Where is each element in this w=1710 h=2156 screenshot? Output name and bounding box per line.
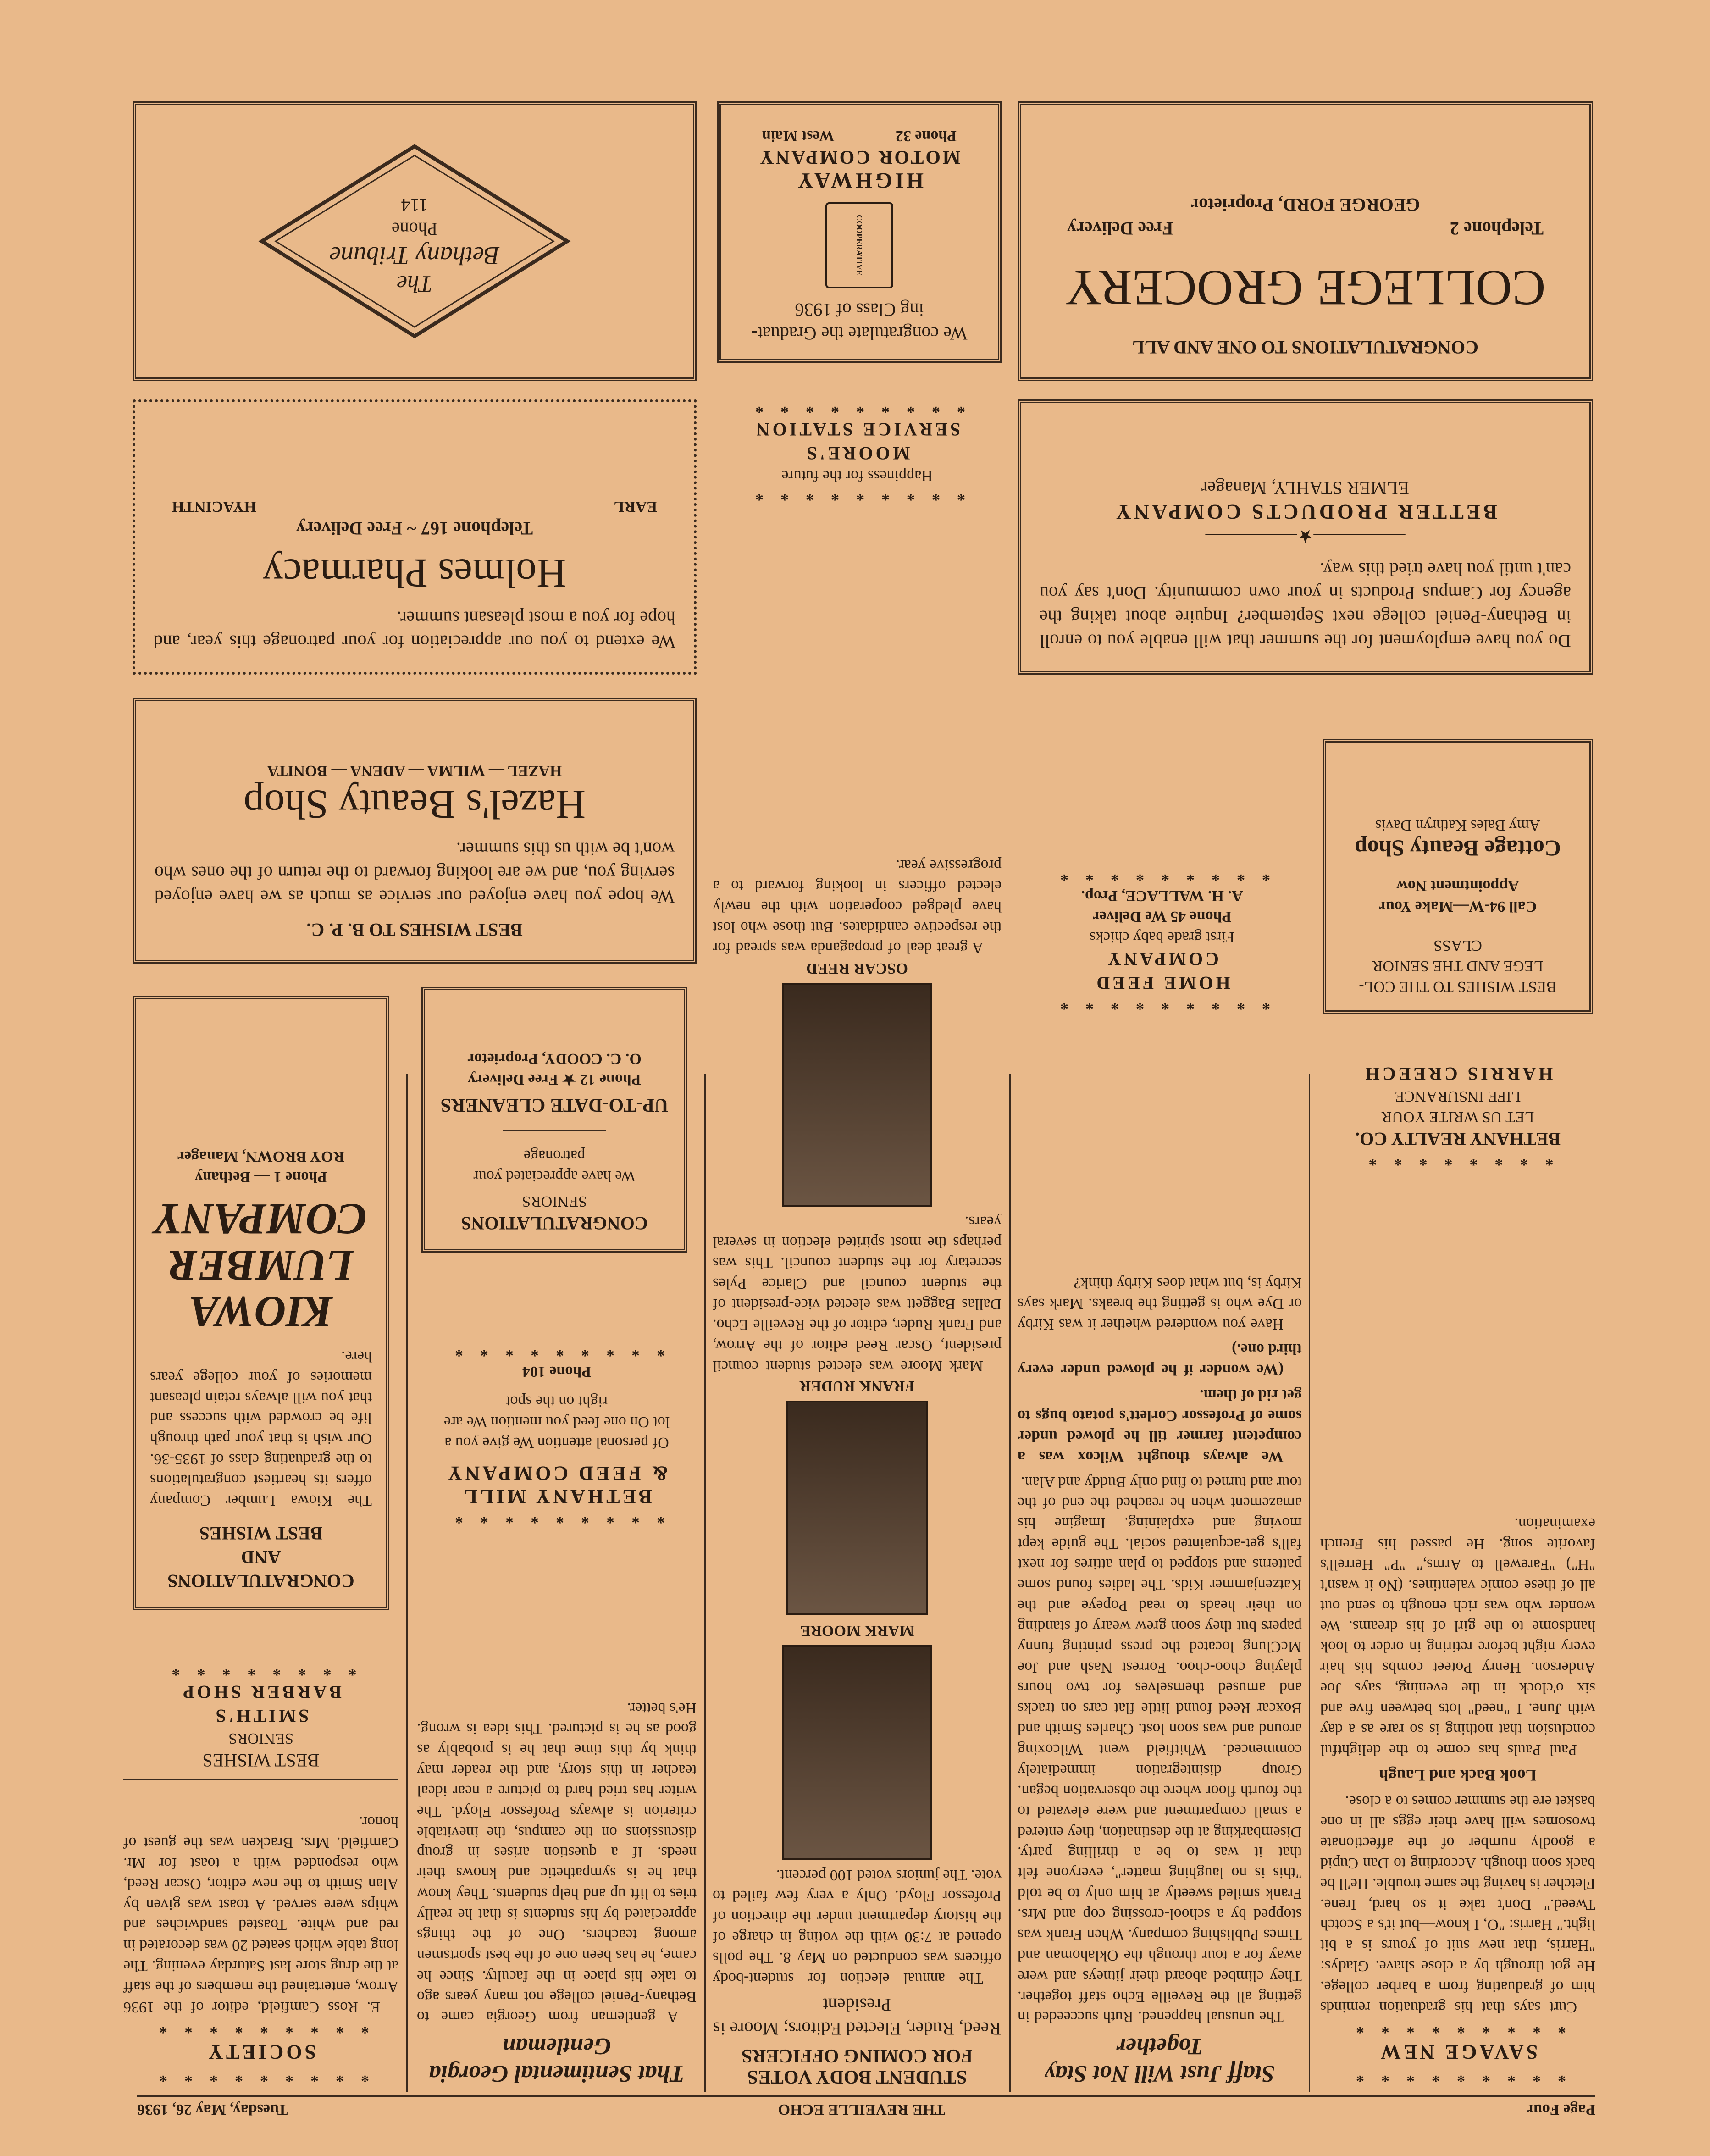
holmes-pharmacy-ad — [133, 399, 697, 675]
grocery-proprietor: GEORGE FORD, Proprietor — [1190, 194, 1420, 215]
column-rule — [1309, 1074, 1310, 2092]
hazels-head: BEST WISHES TO B. P. C. — [306, 920, 523, 940]
moores-ad — [713, 377, 1002, 505]
cleaners-line: SENIORS — [522, 1193, 587, 1210]
smiths-name: SMITH'S — [213, 1706, 309, 1727]
votes-headline-2: FOR COMING OFFICERS — [742, 2045, 973, 2066]
georgia-body: A gentleman from Georgia came to Bethany-Peniel college not many years ago to take his place in the faculty. Since he came, he has been one of the best sportsmen among teachers. One of the things appreciated by his students is that he really tries to lift up and help students. They know that he is sympathetic and knows their needs. If a question arises in group discussions on the campus, the inevitable criterion is always Professor Floyd. The writer has tried hard to picture a near ideal teacher in this story, and the reader may think by this time that he is probably as good as he is pictured. This idea is wrong. He's better. — [417, 1700, 697, 2026]
college-grocery-ad — [1018, 101, 1593, 381]
holmes-phone: Telephone 167 — [421, 518, 533, 539]
bethany-mill-ad — [417, 1271, 697, 1528]
cottage-name: Cottage Beauty Shop — [1354, 835, 1561, 861]
grocery-delivery: Free Delivery — [1067, 218, 1173, 239]
kiowa-head: AND — [241, 1547, 281, 1568]
better-products-name: BETTER PRODUCTS COMPANY — [1113, 500, 1498, 524]
cleaners-line: patronage — [523, 1147, 586, 1164]
bethany-mill-phone: Phone 104 — [522, 1363, 592, 1380]
grocery-phone: Telephone 2 — [1450, 218, 1544, 239]
kiowa-head: CONGRATULATIONS — [167, 1571, 354, 1591]
column-rule — [406, 1074, 408, 2092]
votes-headline-1: STUDENT BODY VOTES — [747, 2066, 967, 2087]
cleaners-proprietor: O. C. COODY, Proprietor — [467, 1050, 642, 1068]
society-stars: * * * * * * * * * — [153, 2019, 369, 2038]
cleaners-divider — [503, 1130, 606, 1131]
home-feed-phone: Phone 45 — [1170, 908, 1232, 926]
kiowa-lumber-ad: CONGRATULATIONS AND BEST WISHES The Kiowa Lumber Company offers its heartiest congratulations to the graduating class of 1935-36. Our wish is that your path through life be crowded with success and that you will always retain pleasant memories of your college years here. KIOWA LUMBER COMPANY Phone 1 — Bethany ROY BROWN, Manager — [133, 996, 389, 1610]
harris-creech-ad — [1320, 1064, 1595, 1170]
bethany-realty-name: BETHANY REALTY CO. — [1355, 1129, 1561, 1149]
cleaners-ad: CONGRATULATIONS SENIORS We have appreciated your patronage UP-TO-DATE CLEANERS Phone 12 ★ Free Delivery O. C. COODY, Proprietor — [421, 987, 687, 1253]
bethany-tribune-ad — [133, 101, 697, 381]
savage-news-body: Curt says that his graduation reminds him of graduating from a barber college. He got through by a close shave. Gladys: "Harris, that new suit of yours is a bit light." Harris: "O, I know—but it's a Scotch Tweed." Don't take it so hard, Irene. Fletcher is having the same trouble. He'll be back soon though. According to Dan Cupid a goodly number of the affectionate twosomes will have their eggs all in one basket ere the summer comes to a close. — [1320, 1793, 1595, 2016]
bethany-mill-rhyme: Of personal attention We give you a lot On one feed you mention We are right on the spot — [443, 1393, 670, 1451]
tribune-the: The — [397, 271, 432, 297]
paper-name: THE REVEILLE ECHO — [778, 2101, 946, 2118]
staff-body: The unusual happened. Ruth succeeded in getting all the Reveille Echo staff together. They climbed aboard their jitneys and were away for a tour through the Oklahoman and Times Publishing company. When Frank was stopped by a school-crossing cop and Mrs. Frank smiled sweetly at him only to be told "this is no laughing matter", everyone felt that it was to be a thrilling party. Disembarking at the destination, they entered a small compartment and were elevated to the fourth floor where the observation began. Group disintegration immediately commenced. Whitfield went Wilcoxing around and was soon lost. Charles Smith and Boxcar Reed found little flat cars on tracks and amused themselves for two hours playing choo-choo. Forrest Nash and Joe McClung located the press printing funny papers but they soon grew weary of standing on their heads to read Popeye and the Katzenjammer Kids. The ladies found some patterns and stopped to plan attires for next fall's get-acquainted social. The guide kept moving and explaining. Imagine his amazement when he reached the end of the tour and turned to find only Buddy and Alan. — [1018, 1473, 1302, 2026]
home-feed-prop: A. H. WALLACE, Prop. — [1081, 887, 1243, 905]
harris-creech-name: HARRIS CREECH — [1362, 1064, 1553, 1085]
smiths-rule — [123, 1779, 398, 1780]
highway-motor-ad — [717, 101, 1002, 363]
column-rule — [1009, 1074, 1011, 2092]
smiths-stars: * * * * * * * * — [165, 1661, 357, 1680]
column-rule — [704, 1074, 706, 2092]
tribune-phone-label: Phone — [392, 219, 437, 239]
home-feed-line: First grade baby chicks — [1089, 929, 1235, 946]
savage-stars: * * * * * * * * * — [1350, 2067, 1566, 2086]
better-products-ad: Do you have employment for the summer that will enable you to enroll in Bethany-Peniel college next September? Inquire about taking the agency for Campus Products in your own community. Don't say you can't until you have tried this way. —————★————— BETTER PRODUCTS COMPANY ELMER STAHLY, Manager — [1018, 399, 1593, 675]
cottage-appointment: Appointment Now — [1396, 877, 1519, 895]
holmes-body: We extend to you our appreciation for your patronage this year, and hope for you a most pleasant summer. — [154, 608, 675, 652]
photo-caption: MARK MOORE — [800, 1622, 914, 1640]
kiowa-body: The Kiowa Lumber Company offers its heartiest congratulations to the graduating class of 1935-36. Our wish is that your path through life be crowded with success and that you will always retain pleasant memories of your college years here. — [150, 1347, 372, 1509]
highway-name-2: MOTOR COMPANY — [758, 146, 961, 167]
staff-bold-note: We always thought Wilcox was a competent farmer till he plowed under some of Professor Corlett's potato bugs to get rid of them. — [1018, 1386, 1302, 1465]
highway-address: West Main — [762, 127, 835, 144]
mill-stars: * * * * * * * * * — [448, 1509, 665, 1527]
georgia-article — [417, 1537, 697, 2087]
harris-line: LIFE INSURANCE — [1395, 1088, 1521, 1105]
hazels-staff: HAZEL — WILMA — ADENA — BONITA — [267, 762, 562, 779]
masthead-rule — [137, 2095, 1595, 2097]
harris-stars: * * * * * * * * — [1362, 1151, 1554, 1169]
better-products-manager: ELMER STAHLY, Manager — [1201, 478, 1410, 499]
moores-name: MOORE'S — [804, 443, 910, 464]
holmes-delivery: Free Delivery — [296, 518, 403, 539]
cleaners-line: We have appreciated your — [473, 1168, 636, 1185]
oscar-reed-photo — [782, 983, 932, 1207]
better-products-body: Do you have employment for the summer that will enable you to enroll in Bethany-Peniel college next September? Inquire about taking the agency for Campus Products in your own community. Don't say you can't until you have tried this way. — [1040, 559, 1571, 651]
smiths-barber-ad — [123, 1642, 398, 1780]
home-feed-ad — [1018, 863, 1306, 1014]
moores-line: Happiness for the future — [781, 467, 933, 484]
savage-subhead: Look Back and Laugh — [1379, 1766, 1537, 1785]
highway-line: ing Class of 1936 — [795, 299, 924, 320]
staff-body-2: Have you wondered whether it was Kirby or Dye who is getting the breaks. Mark says Kirby is, but what does Kirby think? — [1018, 1274, 1302, 1333]
harris-line: LET US WRITE YOUR — [1381, 1108, 1534, 1125]
bethany-mill-name-2: & FEED COMPANY — [445, 1462, 669, 1485]
grocery-top: CONGRATULATIONS TO ONE AND ALL — [1132, 337, 1478, 358]
savage-news-column — [1320, 1078, 1595, 2087]
home-feed-stars: * * * * * * * * * — [1054, 995, 1270, 1014]
votes-body-1: The annual election for student-body officers was conducted on May 8. The polls opened at 7:30 with the voting in charge of the history department under the direction of Professor Floyd. Only a very few failed to vote. The juniors voted 100 percent. — [713, 1867, 1002, 1987]
cottage-line: BEST WISHES TO THE COL- — [1359, 978, 1557, 995]
society-column — [123, 1789, 398, 2087]
kiowa-town: Bethany — [194, 1168, 250, 1186]
home-feed-name: HOME FEED — [1094, 973, 1230, 993]
staff-bold-note-2: (We wonder if he plowed under every third one.) — [1018, 1341, 1302, 1379]
cleaners-name: UP-TO-DATE CLEANERS — [440, 1094, 669, 1116]
votes-article — [713, 857, 1002, 2087]
cottage-beauty-ad — [1323, 739, 1593, 1014]
cooperative-stamp-icon — [825, 202, 893, 288]
society-body: E. Ross Camfield, editor of the 1936 Arrow, entertained the members of the staff at the drug store last Saturday evening. The long table which seated 20 was decorated in red and white. Toasted sandwiches and whips were served. A toast was given by Alan Smith to the new editor, Oscar Reed, who responded with a toast for Mr. Camfield. Mrs. Bracken was the guest of honor. — [123, 1813, 398, 2016]
hazels-body: We hope you have enjoyed our service as much as we have enjoyed serving you, and we are looking forward to the return of the ones who won't be with us this summer. — [155, 839, 675, 907]
highway-phone: Phone 32 — [895, 127, 957, 144]
issue-date: Tuesday, May 26, 1936 — [137, 2101, 288, 2118]
cottage-people: Amy Bales Kathryn Davis — [1375, 816, 1540, 834]
moores-name-2: SERVICE STATION — [753, 419, 961, 440]
home-feed-deliver: We Deliver — [1092, 908, 1167, 926]
holmes-tilde: ~ — [407, 518, 417, 539]
tribune-phone-number: 114 — [401, 195, 428, 216]
hazels-beauty-ad — [133, 698, 697, 964]
kiowa-phone: Phone 1 — [273, 1168, 327, 1186]
home-feed-name-2: COMPANY — [1105, 949, 1219, 970]
georgia-headline: That Sentimental Georgia Gentleman — [429, 2033, 685, 2087]
smiths-line: SENIORS — [228, 1730, 293, 1747]
savage-news-body-2: Paul Pauls has come to the delightful conclusion that nothing is so rare as a day with June. I "need" lots between five and six o'clock in the evening, says Joe Anderson. Henry Poteet combs his hair every night before retiring in order to look handsome to the girl of his dreams. We wonder who was rich enough to send out all of these comic valentines. (No it wasn't "H") "Farewell to Arms," "P" Herrell's favorite song. He passed his French examination. — [1320, 1515, 1595, 1758]
kiowa-name: KIOWA — [189, 1287, 333, 1336]
home-feed-stars: * * * * * * * * * — [1054, 866, 1270, 885]
mark-moore-photo — [782, 1645, 932, 1860]
votes-deck: Reed, Ruder, Elected Editors; Moore is President — [713, 1994, 1002, 2039]
holmes-name: Holmes Pharmacy — [262, 550, 567, 596]
cottage-line: CLASS — [1433, 937, 1482, 954]
masthead — [137, 2096, 1595, 2119]
cottage-call: Call 94-W—Make Your — [1378, 898, 1537, 915]
staff-headline: Staff Just Will Not Stay Together — [1045, 2033, 1275, 2087]
society-heading: SOCIETY — [205, 2041, 316, 2064]
holmes-hyacinth: HYACINTH — [172, 498, 256, 515]
hazels-name: Hazel's Beauty Shop — [243, 781, 586, 827]
kiowa-name-2: LUMBER — [168, 1241, 354, 1291]
stamp-text: COOPERATIVE — [855, 215, 864, 276]
grocery-name: COLLEGE GROCERY — [1065, 260, 1546, 316]
mill-stars: * * * * * * * * * — [448, 1342, 665, 1361]
bethany-mill-name: BETHANY MILL — [461, 1485, 653, 1508]
tribune-name: Bethany Tribune — [329, 241, 500, 270]
photo-caption: FRANK RUDER — [799, 1378, 915, 1395]
page-label: Page Four — [1526, 2101, 1595, 2118]
savage-news-heading: SAVAGE NEW — [1378, 2041, 1538, 2064]
cleaners-delivery: Free Delivery — [468, 1071, 558, 1088]
cleaners-phone: Phone 12 — [580, 1071, 641, 1088]
highway-name: HIGHWAY — [795, 168, 924, 193]
frank-ruder-photo — [786, 1401, 928, 1616]
smiths-name-2: BARBER SHOP — [180, 1682, 342, 1703]
highway-line: We congratulate the Graduat- — [751, 323, 968, 344]
smiths-line: BEST WISHES — [202, 1750, 320, 1771]
moores-stars: * * * * * * * * * — [749, 399, 965, 417]
staff-article — [1018, 1170, 1302, 2087]
cottage-line: LEGE AND THE SENIOR — [1372, 958, 1544, 975]
kiowa-manager: ROY BROWN, Manager — [177, 1147, 345, 1165]
cleaners-line: CONGRATULATIONS — [461, 1213, 648, 1234]
kiowa-head: BEST WISHES — [199, 1523, 323, 1544]
holmes-earl: EARL — [614, 498, 657, 515]
votes-body-2: Mark Moore was elected student council president, Oscar Reed editor of the Arrow, and Frank Ruder, editor of the Reveille Echo. Dallas Baggett was elected vice-president of the student council and Clarice Pyles secretary for the student council. This was perhaps the most spirited election in several years. — [713, 1213, 1002, 1375]
votes-body-3: A great deal of propaganda was spread for the respective candidates. But those who lost have pledged cooperation with the newly elected officers in looking forward to a progressive year. — [713, 857, 1002, 956]
moores-stars: * * * * * * * * * — [749, 486, 965, 504]
savage-stars: * * * * * * * * * — [1350, 2019, 1566, 2038]
kiowa-name-3: COMPANY — [155, 1195, 367, 1244]
photo-caption: OSCAR REED — [806, 959, 908, 977]
society-stars: * * * * * * * * * — [153, 2067, 369, 2086]
